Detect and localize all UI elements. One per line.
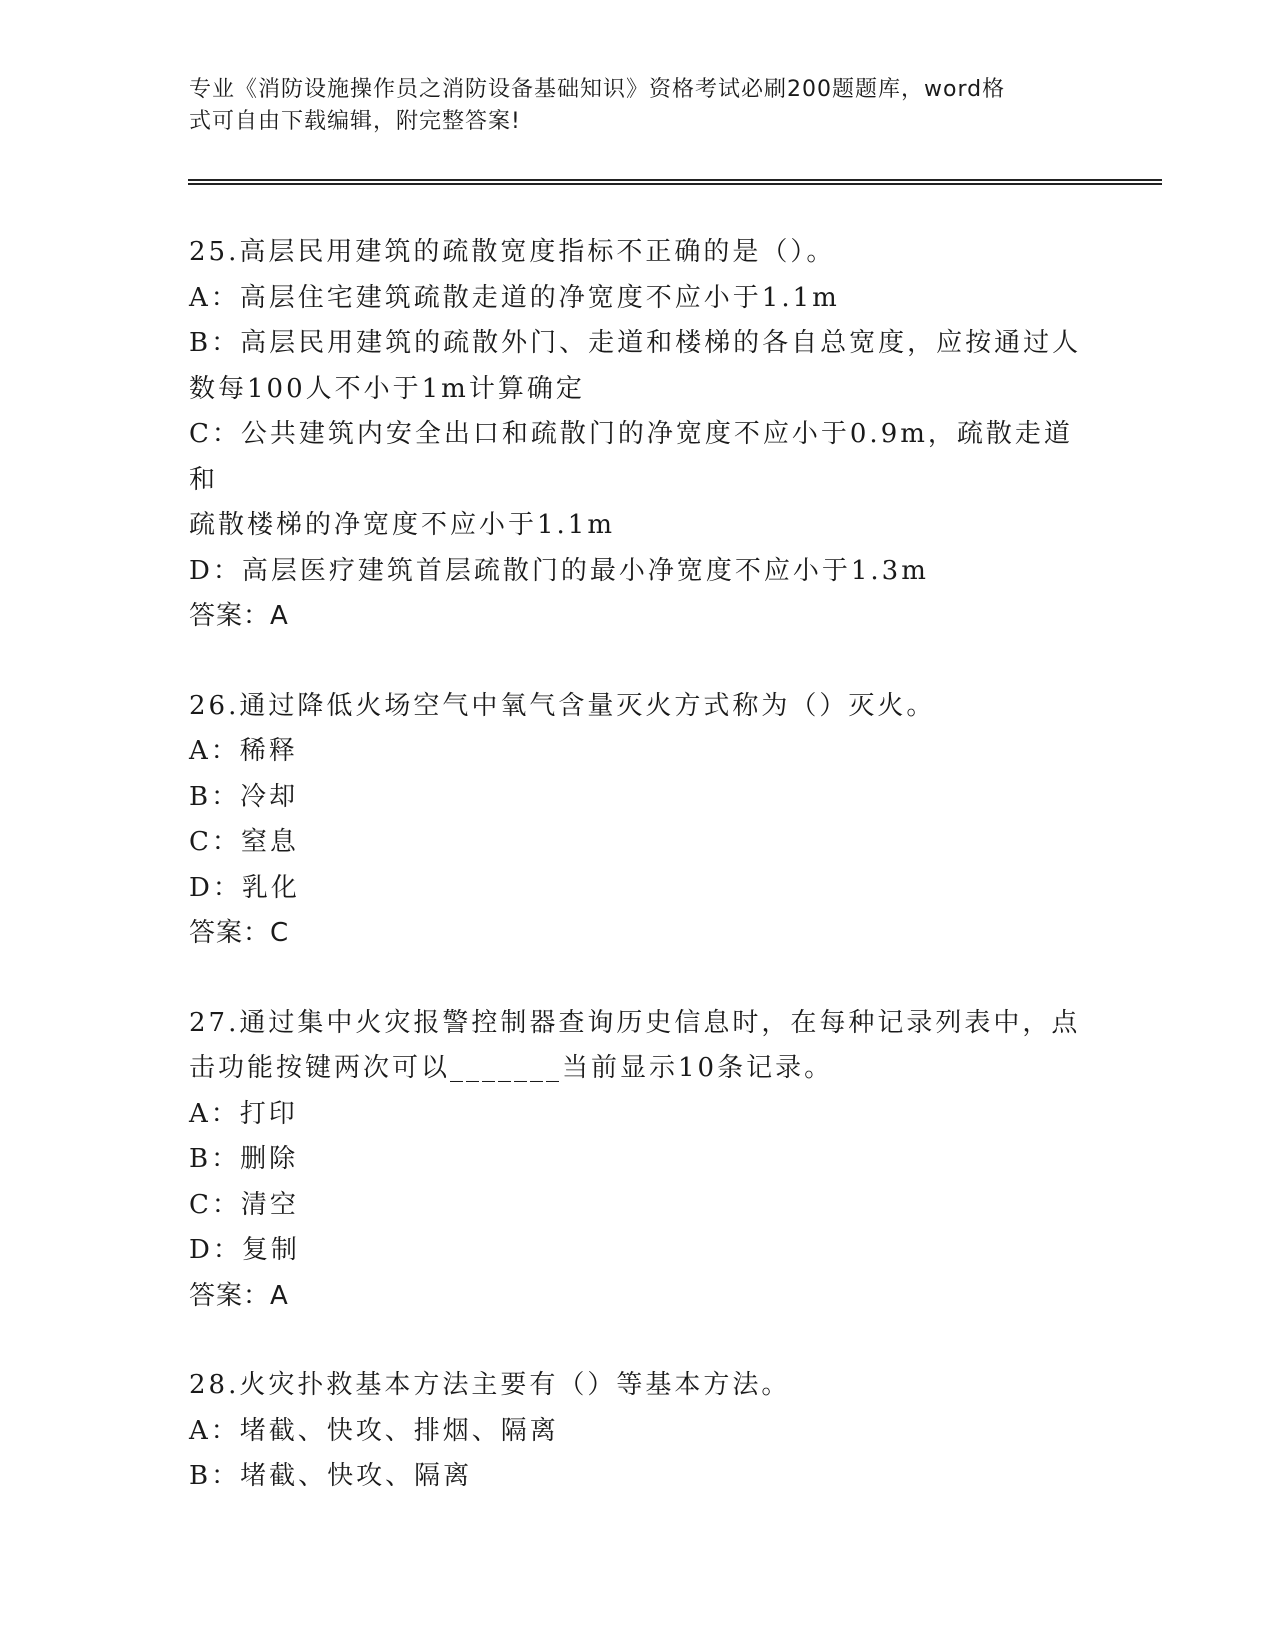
- question-stem: 26.通过降低火场空气中氧气含量灭火方式称为（）灭火。: [189, 690, 936, 721]
- option-a: A：稀释: [189, 736, 298, 766]
- question-stem: 27.通过集中火灾报警控制器查询历史信息时，在每种记录列表中，点: [189, 1007, 1081, 1038]
- option-b: B：删除: [189, 1144, 299, 1174]
- option-b: B：冷却: [189, 781, 299, 812]
- question-25: [189, 230, 1089, 640]
- question-stem-continued: 击功能按键两次可以_______当前显示10条记录。: [189, 1053, 834, 1083]
- option-a: A：堵截、快攻、排烟、隔离: [189, 1415, 559, 1446]
- question-28: [189, 1363, 1089, 1500]
- option-d: D：复制: [189, 1235, 300, 1265]
- document-header: [189, 74, 1089, 138]
- option-c: C：窒息: [189, 827, 299, 857]
- question-stem: 25.高层民用建筑的疏散宽度指标不正确的是（）。: [189, 237, 836, 267]
- question-stem: 28.火灾扑救基本方法主要有（）等基本方法。: [189, 1370, 791, 1400]
- option-c-continued: 疏散楼梯的净宽度不应小于1.1m: [189, 510, 616, 540]
- option-d: D：乳化: [189, 872, 300, 903]
- option-a: A：高层住宅建筑疏散走道的净宽度不应小于1.1m: [189, 282, 840, 313]
- option-a: A：打印: [189, 1098, 298, 1129]
- header-line-1: 专业《消防设施操作员之消防设备基础知识》资格考试必刷200题题库，word格: [189, 77, 1006, 102]
- header-divider: [188, 179, 1162, 185]
- option-b: B：高层民用建筑的疏散外门、走道和楼梯的各自总宽度，应按通过人: [189, 328, 1082, 358]
- question-27: [189, 1001, 1089, 1320]
- option-b-continued: 数每100人不小于1m计算确定: [189, 373, 585, 404]
- option-b: B：堵截、快攻、隔离: [189, 1461, 473, 1491]
- question-26: [189, 684, 1089, 957]
- option-d: D：高层医疗建筑首层疏散门的最小净宽度不应小于1.3m: [189, 555, 929, 586]
- option-c: C：清空: [189, 1189, 299, 1220]
- answer-label: 答案：A: [189, 601, 289, 631]
- question-list: [189, 230, 1089, 1544]
- answer-label: 答案：A: [189, 1280, 289, 1311]
- header-line-2: 式可自由下载编辑，附完整答案!: [189, 109, 521, 134]
- answer-label: 答案：C: [189, 918, 290, 948]
- option-c: C：公共建筑内安全出口和疏散门的净宽度不应小于0.9m，疏散走道和: [189, 419, 1073, 495]
